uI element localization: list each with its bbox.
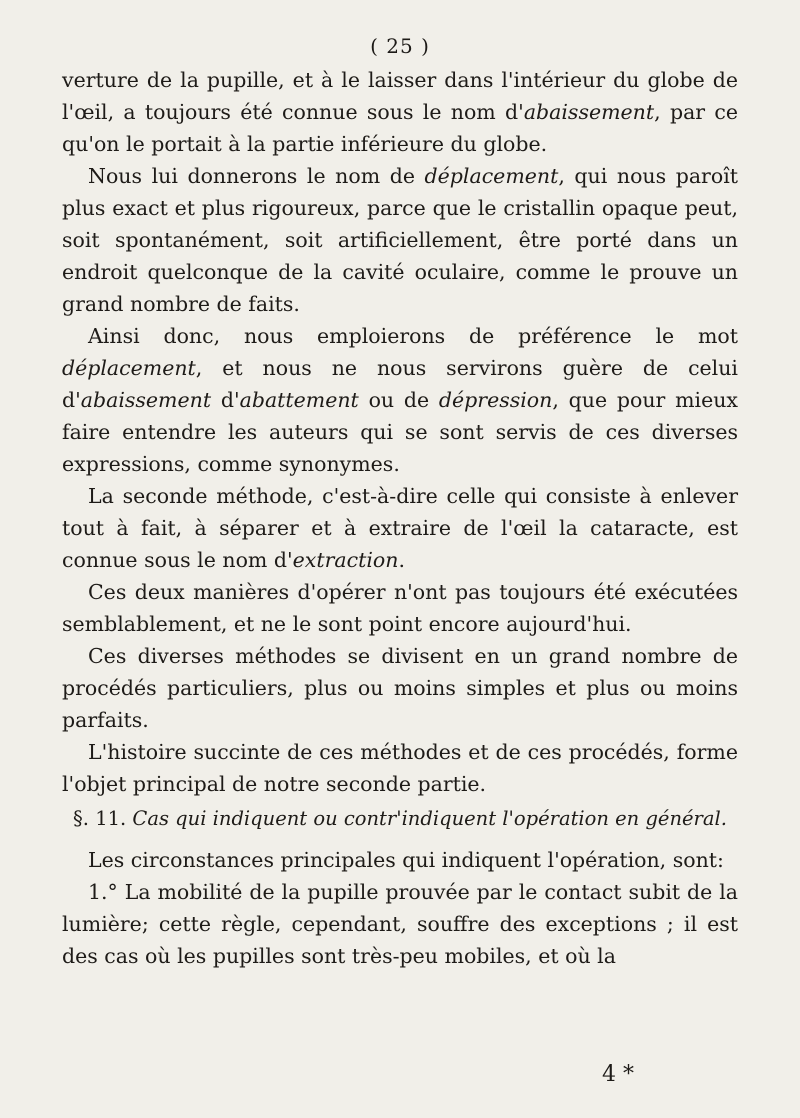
section-number: §. 11. bbox=[73, 807, 127, 830]
text-run: verture de la pupille, et à le laisser dans l'intérieur du globe de l'œil, a toujours été connue sous le nom d' bbox=[62, 68, 738, 124]
text-run: L'histoire succinte de ces méthodes et de ces procédés, forme l'objet principal de notre seconde partie. bbox=[62, 740, 738, 796]
italic-term: dépression bbox=[438, 388, 553, 412]
section-heading bbox=[62, 804, 738, 834]
text-run: La seconde méthode, c'est-à-dire celle qui consiste à enlever tout à fait, à séparer et à extraire de l'œil la cataracte, est connue sous le nom d' bbox=[62, 484, 738, 572]
text-run: . bbox=[398, 548, 405, 572]
paragraph bbox=[62, 576, 738, 640]
text-run: d' bbox=[211, 388, 240, 412]
paragraph bbox=[62, 736, 738, 800]
text-run: , qui nous paroît plus exact et plus rigoureux, parce que le cristallin opaque peut, soit spontanément, soit artificiellement, être porté dans un endroit quelconque de la cavité oculaire, comme le prouve un grand nombre de faits. bbox=[62, 164, 738, 316]
paragraph bbox=[62, 640, 738, 736]
text-run: Ces deux manières d'opérer n'ont pas toujours été exécutées semblablement, et ne le sont point encore aujourd'hui. bbox=[62, 580, 738, 636]
italic-term: extraction bbox=[292, 548, 399, 572]
italic-term: abaissement bbox=[523, 100, 655, 124]
paragraph bbox=[62, 876, 738, 972]
paragraph bbox=[62, 480, 738, 576]
italic-term: abattement bbox=[239, 388, 359, 412]
paragraph bbox=[62, 160, 738, 320]
italic-term: abaissement bbox=[80, 388, 212, 412]
paragraphs-before-section bbox=[62, 64, 738, 800]
paragraphs-after-section bbox=[62, 844, 738, 972]
text-run: Nous lui donnerons le nom de bbox=[88, 164, 425, 188]
text-run: Ainsi donc, nous emploierons de préférence le mot bbox=[88, 324, 738, 348]
italic-term: déplacement bbox=[62, 356, 196, 380]
italic-term: déplacement bbox=[424, 164, 559, 188]
text-run: , que pour mieux faire entendre les auteurs qui se sont servis de ces diverses expressions, comme synonymes. bbox=[62, 388, 738, 476]
text-run: ou de bbox=[358, 388, 439, 412]
text-run: Ces diverses méthodes se divisent en un grand nombre de procédés particuliers, plus ou moins simples et plus ou moins parfaits. bbox=[62, 644, 738, 732]
text-run: Les circonstances principales qui indiquent l'opération, sont: bbox=[88, 848, 724, 872]
text-run: , par ce qu'on le portait à la partie inférieure du globe. bbox=[62, 100, 739, 156]
body-text bbox=[62, 64, 738, 972]
paragraph bbox=[62, 844, 738, 876]
text-run: 1.° La mobilité de la pupille prouvée par le contact subit de la lumière; cette règle, cependant, souffre des exceptions ; il est des cas où les pupilles sont très-peu mobiles, et où la bbox=[62, 880, 738, 968]
section-title: Cas qui indiquent ou contr'indiquent l'opération en général. bbox=[132, 807, 727, 830]
paragraph bbox=[62, 320, 738, 480]
text-run: , et nous ne nous servirons guère de celui d' bbox=[62, 356, 738, 412]
page-number: ( 25 ) bbox=[370, 34, 430, 58]
paragraph bbox=[62, 64, 738, 160]
signature-mark: 4 * bbox=[602, 1062, 634, 1087]
